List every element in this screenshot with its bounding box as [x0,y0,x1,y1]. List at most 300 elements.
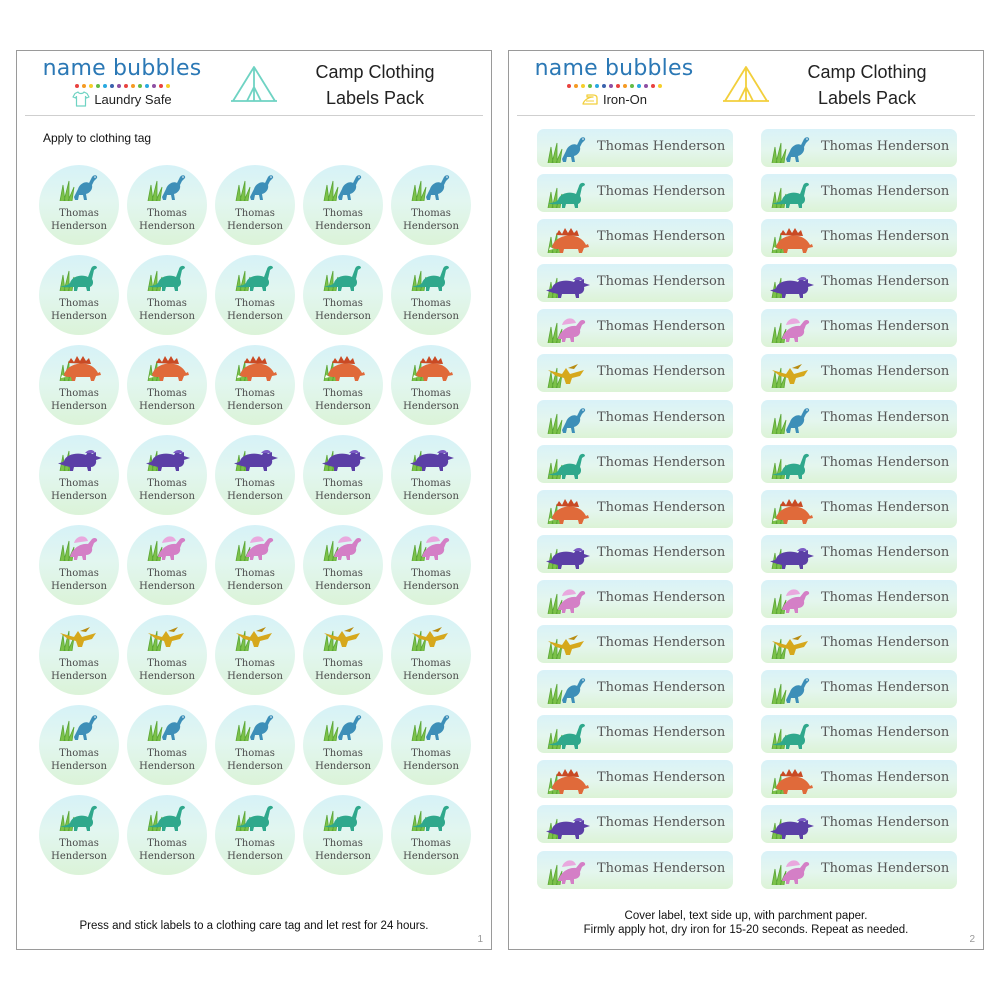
round-name-label [391,435,471,515]
label-first-name: Thomas [323,208,363,219]
page-number: 1 [477,934,483,945]
round-name-label [215,345,295,425]
rect-label-row [537,400,957,438]
rect-name-label [537,174,733,212]
sheet-footer-instruction: Press and stick labels to a clothing care tag and let rest for 24 hours. [79,920,429,932]
round-name-label [303,165,383,245]
round-name-label [127,435,207,515]
label-first-name: Thomas [235,568,275,579]
spinosaurus-icon [765,584,817,614]
label-name-text [391,657,471,683]
brand-name: name bubbles [42,56,202,81]
label-last-name: Henderson [227,581,283,592]
label-last-name: Henderson [315,221,371,232]
label-first-name: Thomas [411,568,451,579]
brand-dot [82,84,86,88]
label-name-text: Thomas Henderson [597,454,726,470]
label-last-name: Henderson [315,581,371,592]
triceratops-icon [765,539,817,569]
label-first-name: Thomas [59,388,99,399]
label-name-text: Thomas Henderson [597,725,726,741]
label-name-text [39,297,119,323]
label-name-text: Thomas Henderson [597,635,726,651]
round-label-grid [39,165,479,885]
rect-label-row [537,129,957,167]
triceratops-icon [408,441,454,471]
brand-dot [131,84,135,88]
rect-label-row [537,535,957,573]
label-name-text: Thomas Henderson [597,364,726,380]
label-first-name: Thomas [411,208,451,219]
stegosaurus-icon [408,351,454,381]
raptor-icon [232,711,278,741]
label-name-text [39,387,119,413]
label-first-name: Thomas [235,298,275,309]
label-last-name: Henderson [51,311,107,322]
pack-title: Camp Clothing Labels Pack [315,62,435,108]
rect-label-row [537,670,957,708]
label-name-text [391,837,471,863]
triceratops-icon [765,809,817,839]
pterodactyl-icon [765,629,817,659]
label-last-name: Henderson [403,851,459,862]
brontosaurus-icon [408,801,454,831]
rect-name-label [761,580,957,618]
rect-label-row [537,445,957,483]
page-number: 2 [969,934,975,945]
round-name-label [303,795,383,875]
spinosaurus-icon [765,313,817,343]
round-name-label [303,435,383,515]
brontosaurus-icon [765,449,817,479]
raptor-icon [144,171,190,201]
label-name-text [391,297,471,323]
rect-name-label [537,805,733,843]
label-name-text: Thomas Henderson [821,544,950,560]
rect-name-label [761,805,957,843]
label-first-name: Thomas [59,838,99,849]
label-name-text: Thomas Henderson [597,184,726,200]
brand-dots [17,84,227,88]
tent-icon [229,63,279,105]
sheet-footer-instruction: Cover label, text side up, with parchment paper. Firmly apply hot, dry iron for 15-20 seconds. Repeat as needed. [583,910,909,936]
round-label-row [39,615,479,695]
round-name-label [391,705,471,785]
round-name-label [215,705,295,785]
brand-dot [623,84,627,88]
label-name-text [303,297,383,323]
stegosaurus-icon [232,351,278,381]
label-name-text: Thomas Henderson [821,229,950,245]
brand-dot [75,84,79,88]
label-name-text: Thomas Henderson [821,139,950,154]
label-name-text: Thomas Henderson [597,770,726,786]
pterodactyl-icon [408,621,454,651]
rect-name-label [761,535,957,573]
sheet-header [17,51,491,117]
label-last-name: Henderson [139,851,195,862]
brand-dots [509,84,719,88]
label-last-name: Henderson [403,671,459,682]
label-name-text [215,477,295,503]
application-instruction: Apply to clothing tag [43,131,152,145]
label-name-text [127,477,207,503]
label-first-name: Thomas [411,838,451,849]
label-name-text: Thomas Henderson [597,815,726,831]
round-name-label [39,525,119,605]
label-last-name: Henderson [51,851,107,862]
rect-name-label [761,851,957,889]
label-name-text: Thomas Henderson [821,680,950,696]
brand-logo [509,57,719,107]
round-name-label [127,345,207,425]
brand-dot [588,84,592,88]
label-first-name: Thomas [235,478,275,489]
label-last-name: Henderson [403,221,459,232]
label-first-name: Thomas [323,388,363,399]
raptor-icon [765,133,817,163]
label-last-name: Henderson [227,671,283,682]
sheet-subtitle: Iron-On [602,91,648,107]
label-name-text: Thomas Henderson [597,139,726,154]
stegosaurus-icon [765,223,817,253]
rect-name-label [537,264,733,302]
brontosaurus-icon [144,261,190,291]
label-name-text [39,657,119,683]
label-name-text: Thomas Henderson [597,274,726,290]
label-name-text [39,207,119,233]
label-first-name: Thomas [323,748,363,759]
rect-name-label [761,129,957,167]
round-name-label [39,705,119,785]
rect-name-label [761,264,957,302]
label-last-name: Henderson [227,491,283,502]
label-last-name: Henderson [51,761,107,772]
rect-name-label [761,174,957,212]
round-name-label [39,165,119,245]
label-name-text: Thomas Henderson [821,815,950,831]
raptor-icon [541,133,593,163]
label-first-name: Thomas [147,658,187,669]
raptor-icon [56,711,102,741]
brand-dot [616,84,620,88]
spinosaurus-icon [541,855,593,885]
stegosaurus-icon [144,351,190,381]
rect-label-row [537,760,957,798]
brand-dot [124,84,128,88]
header-divider [25,115,483,116]
rect-name-label [537,715,733,753]
spinosaurus-icon [144,531,190,561]
pterodactyl-icon [144,621,190,651]
brand-dot [96,84,100,88]
sheet-subtitle: Laundry Safe [94,91,172,107]
label-first-name: Thomas [147,748,187,759]
label-first-name: Thomas [411,658,451,669]
label-name-text [127,567,207,593]
brontosaurus-icon [408,261,454,291]
rect-label-row [537,490,957,528]
brand-dot [644,84,648,88]
label-last-name: Henderson [227,221,283,232]
rect-label-row [537,309,957,347]
round-label-row [39,435,479,515]
label-first-name: Thomas [59,208,99,219]
round-name-label [127,525,207,605]
rect-name-label [537,760,733,798]
spinosaurus-icon [541,313,593,343]
label-name-text [303,387,383,413]
label-last-name: Henderson [315,761,371,772]
label-last-name: Henderson [139,761,195,772]
label-name-text [215,297,295,323]
label-first-name: Thomas [411,388,451,399]
round-name-label [39,615,119,695]
raptor-icon [541,404,593,434]
spinosaurus-icon [56,531,102,561]
pterodactyl-icon [232,621,278,651]
tshirt-icon [72,91,90,107]
label-first-name: Thomas [235,838,275,849]
rect-name-label [537,535,733,573]
triceratops-icon [541,268,593,298]
label-name-text [127,747,207,773]
spinosaurus-icon [541,584,593,614]
rect-name-label [537,580,733,618]
label-first-name: Thomas [147,298,187,309]
label-last-name: Henderson [139,581,195,592]
label-first-name: Thomas [411,298,451,309]
label-first-name: Thomas [147,838,187,849]
spinosaurus-icon [232,531,278,561]
rect-label-row [537,625,957,663]
label-first-name: Thomas [59,658,99,669]
round-name-label [303,615,383,695]
label-first-name: Thomas [59,298,99,309]
label-name-text: Thomas Henderson [821,635,950,651]
round-name-label [303,345,383,425]
label-first-name: Thomas [59,568,99,579]
label-name-text: Thomas Henderson [821,589,950,605]
label-last-name: Henderson [227,851,283,862]
brontosaurus-icon [541,449,593,479]
label-last-name: Henderson [227,311,283,322]
brand-name: name bubbles [534,56,694,81]
label-last-name: Henderson [403,761,459,772]
rect-name-label [761,715,957,753]
tent-icon [721,63,771,105]
label-name-text [303,747,383,773]
round-name-label [39,795,119,875]
label-name-text: Thomas Henderson [821,184,950,200]
round-name-label [215,525,295,605]
label-name-text: Thomas Henderson [821,770,950,786]
rect-label-row [537,715,957,753]
triceratops-icon [144,441,190,471]
round-name-label [391,525,471,605]
pterodactyl-icon [56,621,102,651]
round-name-label [215,435,295,515]
label-first-name: Thomas [147,388,187,399]
raptor-icon [320,171,366,201]
rect-name-label [537,625,733,663]
rect-name-label [537,445,733,483]
brontosaurus-icon [144,801,190,831]
triceratops-icon [56,441,102,471]
round-name-label [39,255,119,335]
rect-label-row [537,174,957,212]
rect-name-label [761,354,957,392]
label-first-name: Thomas [323,298,363,309]
rect-label-row [537,805,957,843]
brand-dot [609,84,613,88]
label-first-name: Thomas [235,388,275,399]
round-name-label [215,165,295,245]
triceratops-icon [765,268,817,298]
label-last-name: Henderson [315,851,371,862]
brand-dot [103,84,107,88]
raptor-icon [232,171,278,201]
stegosaurus-icon [320,351,366,381]
stegosaurus-icon [765,764,817,794]
brand-dot [138,84,142,88]
round-label-row [39,165,479,245]
rect-label-row [537,264,957,302]
brand-dot [595,84,599,88]
label-name-text: Thomas Henderson [821,499,950,515]
raptor-icon [320,711,366,741]
stegosaurus-icon [541,764,593,794]
round-name-label [215,255,295,335]
label-name-text [391,387,471,413]
label-name-text: Thomas Henderson [821,274,950,290]
round-name-label [127,165,207,245]
label-first-name: Thomas [235,748,275,759]
rect-name-label [537,354,733,392]
pack-title: Camp Clothing Labels Pack [807,62,927,108]
label-name-text: Thomas Henderson [821,409,950,425]
rect-name-label [761,490,957,528]
raptor-icon [408,711,454,741]
label-name-text [215,837,295,863]
stegosaurus-icon [541,223,593,253]
triceratops-icon [541,539,593,569]
label-name-text: Thomas Henderson [597,319,726,335]
round-name-label [391,255,471,335]
label-name-text: Thomas Henderson [597,589,726,605]
label-first-name: Thomas [147,568,187,579]
label-name-text [127,837,207,863]
label-last-name: Henderson [51,401,107,412]
round-label-row [39,795,479,875]
label-name-text [127,207,207,233]
brontosaurus-icon [232,801,278,831]
rect-name-label [537,851,733,889]
round-label-row [39,705,479,785]
brontosaurus-icon [541,719,593,749]
label-last-name: Henderson [51,671,107,682]
stegosaurus-icon [56,351,102,381]
label-name-text: Thomas Henderson [597,409,726,425]
stegosaurus-icon [541,494,593,524]
rect-label-row [537,354,957,392]
brand-dot [658,84,662,88]
label-first-name: Thomas [235,658,275,669]
brand-dot [145,84,149,88]
brontosaurus-icon [541,178,593,208]
header-divider [517,115,975,116]
label-name-text: Thomas Henderson [821,319,950,335]
label-name-text [303,837,383,863]
raptor-icon [56,171,102,201]
rect-name-label [761,625,957,663]
iron-icon [581,91,599,107]
pterodactyl-icon [765,358,817,388]
brontosaurus-icon [56,261,102,291]
round-label-row [39,525,479,605]
round-name-label [127,705,207,785]
label-name-text [127,657,207,683]
sheet-header [509,51,983,117]
label-last-name: Henderson [403,581,459,592]
label-name-text [303,477,383,503]
brontosaurus-icon [56,801,102,831]
round-label-row [39,345,479,425]
label-last-name: Henderson [227,761,283,772]
rect-label-row [537,580,957,618]
label-name-text [39,837,119,863]
label-first-name: Thomas [147,208,187,219]
brand-dot [152,84,156,88]
label-name-text [215,387,295,413]
rect-name-label [537,129,733,167]
round-name-label [127,615,207,695]
label-name-text [39,747,119,773]
label-first-name: Thomas [323,568,363,579]
brand-dot [159,84,163,88]
label-first-name: Thomas [411,748,451,759]
brand-dot [651,84,655,88]
label-name-text [215,567,295,593]
label-name-text: Thomas Henderson [597,544,726,560]
pterodactyl-icon [320,621,366,651]
label-first-name: Thomas [147,478,187,489]
label-last-name: Henderson [139,401,195,412]
label-name-text [215,657,295,683]
spinosaurus-icon [320,531,366,561]
label-name-text [391,477,471,503]
round-name-label [127,255,207,335]
label-name-text [215,207,295,233]
label-last-name: Henderson [227,401,283,412]
round-name-label [303,525,383,605]
rect-label-row [537,851,957,889]
rect-name-label [537,670,733,708]
label-name-text [215,747,295,773]
label-name-text: Thomas Henderson [821,725,950,741]
round-name-label [391,165,471,245]
rect-name-label [761,670,957,708]
label-last-name: Henderson [403,491,459,502]
raptor-icon [541,674,593,704]
label-name-text: Thomas Henderson [597,860,726,876]
rect-name-label [537,219,733,257]
round-name-label [303,705,383,785]
triceratops-icon [320,441,366,471]
label-name-text [39,567,119,593]
rect-name-label [537,400,733,438]
raptor-icon [765,404,817,434]
